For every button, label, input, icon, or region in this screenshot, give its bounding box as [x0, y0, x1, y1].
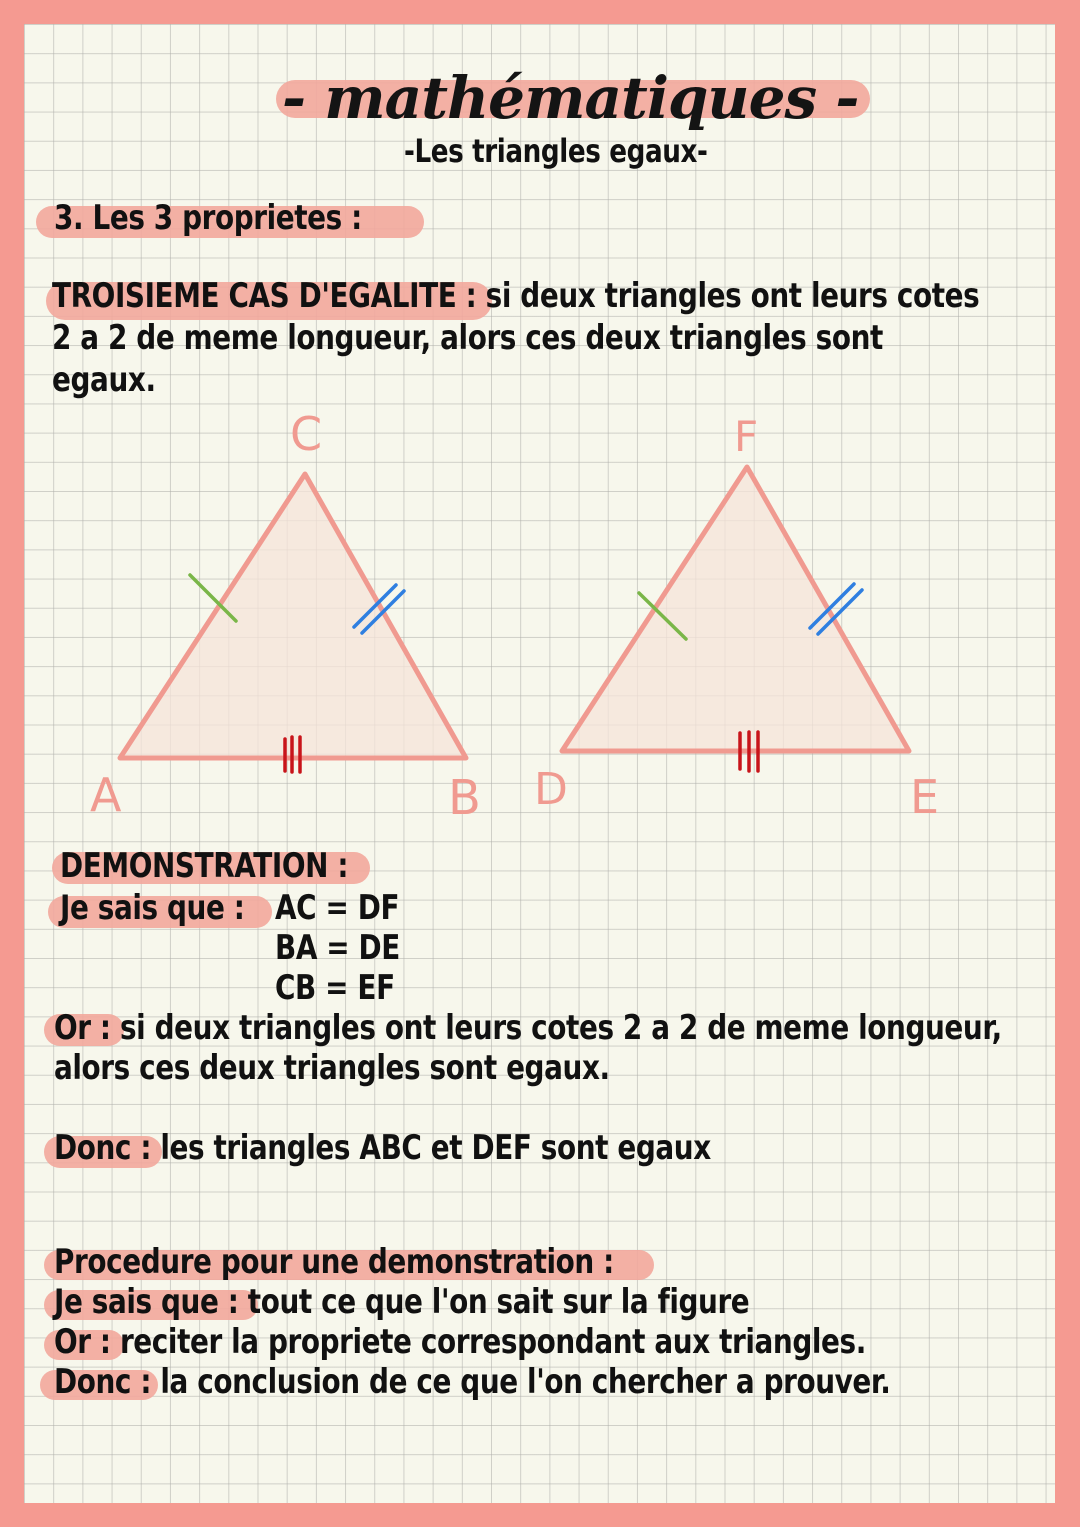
triangle-abc	[120, 474, 466, 758]
property-line-1: TROISIEME CAS D'EGALITE : si deux triangles ont leurs cotes	[52, 276, 980, 316]
procedure-step-3: Donc : la conclusion de ce que l'on chercher a prouver.	[54, 1362, 891, 1402]
fact-2: BA = DE	[275, 928, 400, 968]
donc-line: Donc : les triangles ABC et DEF sont egaux	[54, 1128, 711, 1168]
vertex-label-b: B	[448, 770, 481, 826]
procedure-step-1: Je sais que : tout ce que l'on sait sur la figure	[54, 1282, 750, 1322]
or-line-1: Or : si deux triangles ont leurs cotes 2 a 2 de meme longueur,	[54, 1008, 1002, 1048]
or-line-2: alors ces deux triangles sont egaux.	[54, 1048, 610, 1088]
fact-3: CB = EF	[275, 968, 395, 1008]
section-heading: 3. Les 3 proprietes :	[54, 198, 362, 238]
triangle-def	[562, 467, 909, 751]
fact-1: AC = DF	[275, 888, 400, 928]
procedure-heading: Procedure pour une demonstration :	[54, 1242, 614, 1282]
property-line-3: egaux.	[52, 360, 156, 400]
je-sais-line	[60, 888, 285, 928]
page-title: - mathématiques -	[282, 64, 859, 132]
vertex-label-c: C	[290, 407, 323, 461]
property-label: TROISIEME CAS D'EGALITE :	[52, 276, 477, 316]
vertex-label-f: F	[734, 412, 759, 461]
vertex-label-d: D	[534, 764, 568, 815]
procedure-step-3-label: Donc :	[54, 1362, 152, 1402]
property-line-2: 2 a 2 de meme longueur, alors ces deux triangles sont	[52, 318, 883, 358]
procedure-step-2-label: Or :	[54, 1322, 111, 1362]
page-subtitle: -Les triangles egaux-	[404, 132, 708, 170]
procedure-step-2: Or : reciter la propriete correspondant aux triangles.	[54, 1322, 866, 1362]
triangles-figure	[24, 24, 1055, 854]
demonstration-heading: DEMONSTRATION :	[60, 846, 349, 886]
or-label: Or :	[54, 1008, 111, 1048]
vertex-label-e: E	[910, 770, 940, 824]
donc-label: Donc :	[54, 1128, 152, 1168]
procedure-step-1-label: Je sais que :	[54, 1282, 239, 1322]
notebook-page	[24, 24, 1055, 1503]
vertex-label-a: A	[90, 768, 122, 822]
je-sais-label: Je sais que :	[60, 888, 245, 928]
